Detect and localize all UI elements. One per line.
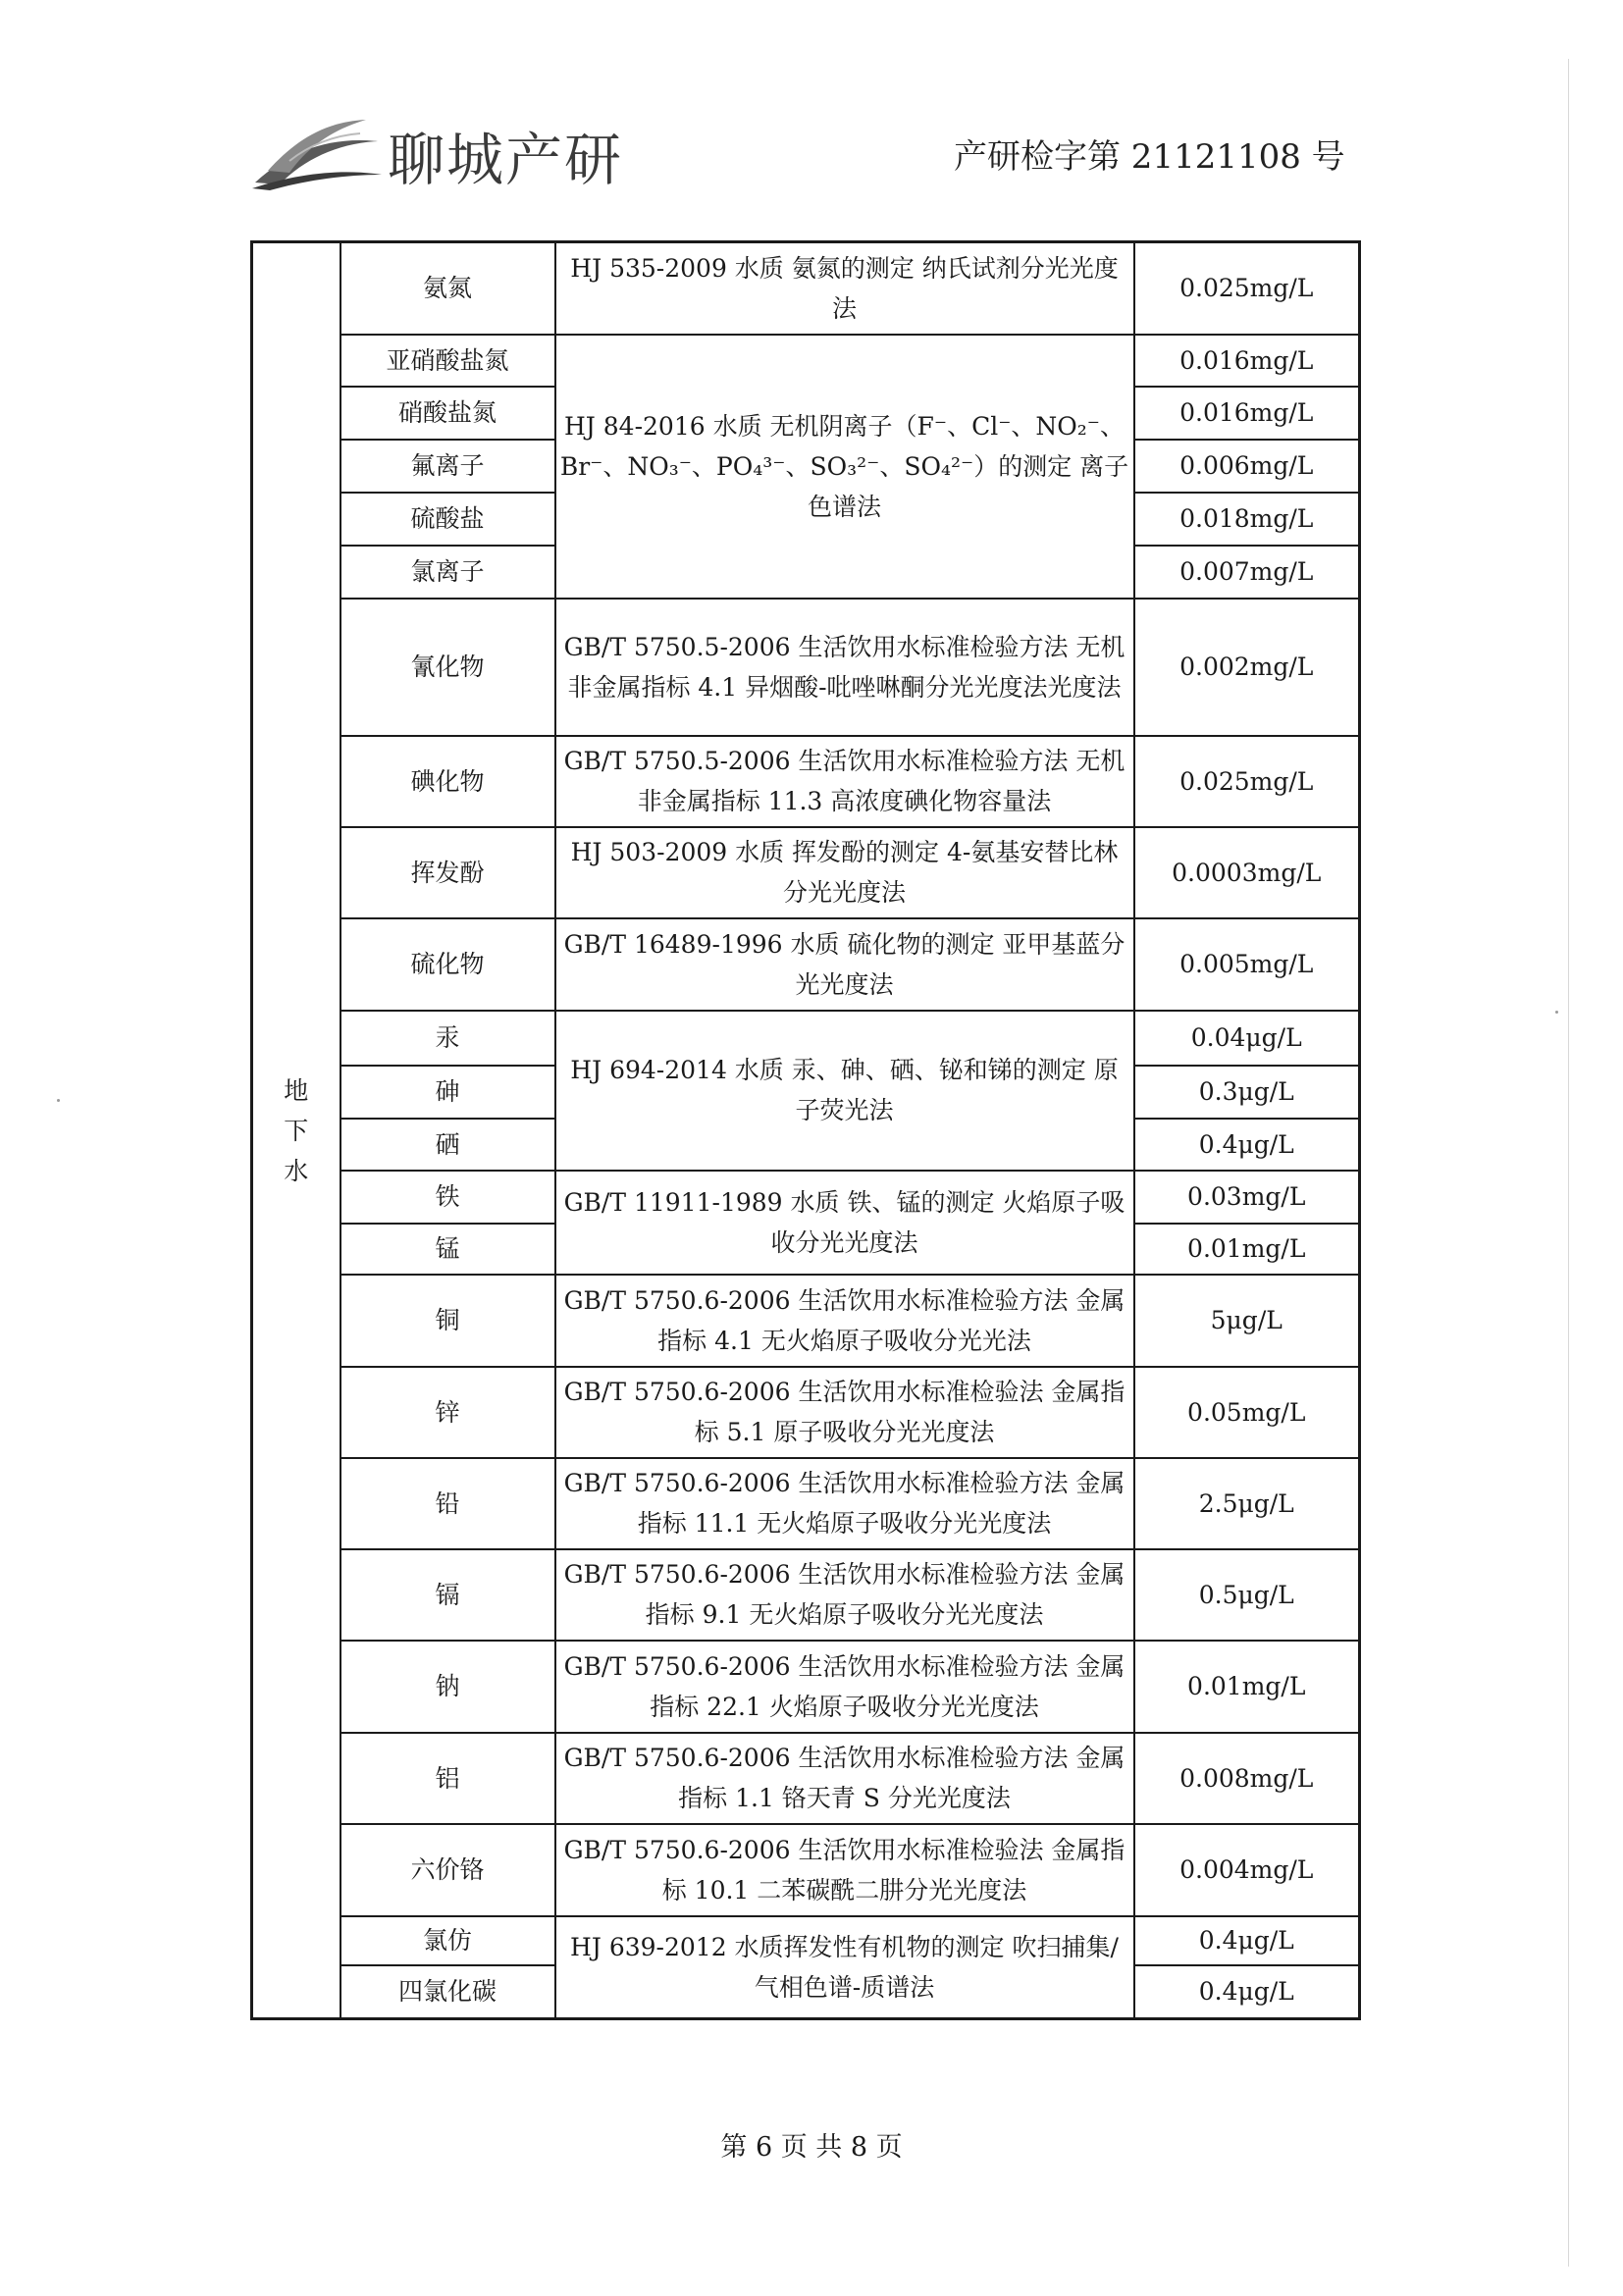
item-cell: 氰化物 <box>340 599 555 736</box>
limit-cell: 0.4μg/L <box>1134 1119 1360 1171</box>
item-cell: 挥发酚 <box>340 827 555 918</box>
method-cell: GB/T 11911-1989 水质 铁、锰的测定 火焰原子吸收分光光度法 <box>555 1171 1134 1275</box>
item-cell: 铅 <box>340 1458 555 1549</box>
method-cell: HJ 535-2009 水质 氨氮的测定 纳氏试剂分光光度法 <box>555 242 1134 335</box>
scan-edge-line <box>1568 59 1569 2267</box>
method-cell: HJ 694-2014 水质 汞、砷、硒、铋和锑的测定 原子荧光法 <box>555 1011 1134 1171</box>
item-cell: 锌 <box>340 1367 555 1458</box>
item-cell: 硒 <box>340 1119 555 1171</box>
category-cell <box>252 242 340 2019</box>
limit-cell: 0.025mg/L <box>1134 242 1360 335</box>
limit-cell: 0.03mg/L <box>1134 1171 1360 1224</box>
item-cell: 汞 <box>340 1011 555 1066</box>
item-cell: 镉 <box>340 1549 555 1641</box>
item-cell: 氨氮 <box>340 242 555 335</box>
test-method-table <box>250 240 1361 2020</box>
item-cell: 四氯化碳 <box>340 1965 555 2019</box>
page-footer: 第 6 页 共 8 页 <box>720 2132 903 2163</box>
limit-cell: 0.4μg/L <box>1134 1965 1360 2019</box>
method-cell: GB/T 5750.5-2006 生活饮用水标准检验方法 无机非金属指标 4.1 异烟酸-吡唑啉酮分光光度法光度法 <box>555 599 1134 736</box>
method-cell: GB/T 5750.6-2006 生活饮用水标准检验方法 金属指标 22.1 火焰原子吸收分光光度法 <box>555 1641 1134 1733</box>
table-row <box>252 335 1360 387</box>
item-cell: 氯仿 <box>340 1916 555 1965</box>
table-row <box>252 827 1360 918</box>
method-cell: GB/T 5750.6-2006 生活饮用水标准检验方法 金属指标 1.1 铬天青 S 分光光度法 <box>555 1733 1134 1824</box>
table-row <box>252 1549 1360 1641</box>
item-cell: 钠 <box>340 1641 555 1733</box>
limit-cell: 0.005mg/L <box>1134 918 1360 1011</box>
limit-cell: 0.05mg/L <box>1134 1367 1360 1458</box>
report-number: 产研检字第 21121108 号 <box>954 137 1345 177</box>
table-row <box>252 1458 1360 1549</box>
table-row <box>252 1275 1360 1367</box>
company-logo <box>250 106 662 194</box>
table-row <box>252 1916 1360 1965</box>
method-cell: GB/T 5750.6-2006 生活饮用水标准检验方法 金属指标 11.1 无火焰原子吸收分光光度法 <box>555 1458 1134 1549</box>
table-row <box>252 599 1360 736</box>
category-label: 地下水 <box>284 1075 309 1185</box>
item-cell: 铜 <box>340 1275 555 1367</box>
limit-cell: 0.016mg/L <box>1134 387 1360 440</box>
scan-speck <box>1555 1011 1558 1014</box>
limit-cell: 0.4μg/L <box>1134 1916 1360 1965</box>
limit-cell: 0.3μg/L <box>1134 1066 1360 1119</box>
method-cell: GB/T 16489-1996 水质 硫化物的测定 亚甲基蓝分光光度法 <box>555 918 1134 1011</box>
table-row <box>252 1171 1360 1224</box>
limit-cell: 2.5μg/L <box>1134 1458 1360 1549</box>
limit-cell: 0.5μg/L <box>1134 1549 1360 1641</box>
limit-cell: 0.04μg/L <box>1134 1011 1360 1066</box>
wave-logo-icon <box>250 112 383 190</box>
method-cell: GB/T 5750.6-2006 生活饮用水标准检验方法 金属指标 4.1 无火焰原子吸收分光光法 <box>555 1275 1134 1367</box>
item-cell: 铝 <box>340 1733 555 1824</box>
table-row <box>252 736 1360 827</box>
table-row <box>252 1367 1360 1458</box>
limit-cell: 0.01mg/L <box>1134 1224 1360 1275</box>
method-cell: GB/T 5750.6-2006 生活饮用水标准检验法 金属指标 5.1 原子吸收分光光度法 <box>555 1367 1134 1458</box>
method-cell: GB/T 5750.5-2006 生活饮用水标准检验方法 无机非金属指标 11.3 高浓度碘化物容量法 <box>555 736 1134 827</box>
limit-cell: 0.0003mg/L <box>1134 827 1360 918</box>
limit-cell: 0.025mg/L <box>1134 736 1360 827</box>
item-cell: 砷 <box>340 1066 555 1119</box>
limit-cell: 5μg/L <box>1134 1275 1360 1367</box>
method-cell: GB/T 5750.6-2006 生活饮用水标准检验法 金属指标 10.1 二苯碳酰二肼分光光度法 <box>555 1824 1134 1916</box>
table-row <box>252 918 1360 1011</box>
scan-speck <box>57 1099 60 1102</box>
item-cell: 硫酸盐 <box>340 493 555 546</box>
method-cell: HJ 639-2012 水质挥发性有机物的测定 吹扫捕集/气相色谱-质谱法 <box>555 1916 1134 2019</box>
limit-cell: 0.018mg/L <box>1134 493 1360 546</box>
limit-cell: 0.008mg/L <box>1134 1733 1360 1824</box>
company-name: 聊城产研 <box>388 127 624 193</box>
method-cell: HJ 503-2009 水质 挥发酚的测定 4-氨基安替比林分光光度法 <box>555 827 1134 918</box>
method-cell: HJ 84-2016 水质 无机阴离子（F⁻、Cl⁻、NO₂⁻、Br⁻、NO₃⁻、PO₄³⁻、SO₃²⁻、SO₄²⁻）的测定 离子色谱法 <box>555 335 1134 599</box>
table-row <box>252 1641 1360 1733</box>
item-cell: 锰 <box>340 1224 555 1275</box>
limit-cell: 0.01mg/L <box>1134 1641 1360 1733</box>
item-cell: 六价铬 <box>340 1824 555 1916</box>
limit-cell: 0.002mg/L <box>1134 599 1360 736</box>
limit-cell: 0.004mg/L <box>1134 1824 1360 1916</box>
limit-cell: 0.006mg/L <box>1134 440 1360 493</box>
item-cell: 氟离子 <box>340 440 555 493</box>
item-cell: 氯离子 <box>340 546 555 599</box>
item-cell: 硝酸盐氮 <box>340 387 555 440</box>
table-row <box>252 1824 1360 1916</box>
item-cell: 亚硝酸盐氮 <box>340 335 555 387</box>
item-cell: 碘化物 <box>340 736 555 827</box>
method-cell: GB/T 5750.6-2006 生活饮用水标准检验方法 金属指标 9.1 无火焰原子吸收分光光度法 <box>555 1549 1134 1641</box>
item-cell: 硫化物 <box>340 918 555 1011</box>
limit-cell: 0.016mg/L <box>1134 335 1360 387</box>
limit-cell: 0.007mg/L <box>1134 546 1360 599</box>
table-row <box>252 242 1360 335</box>
table-row <box>252 1733 1360 1824</box>
table-row <box>252 1011 1360 1066</box>
item-cell: 铁 <box>340 1171 555 1224</box>
